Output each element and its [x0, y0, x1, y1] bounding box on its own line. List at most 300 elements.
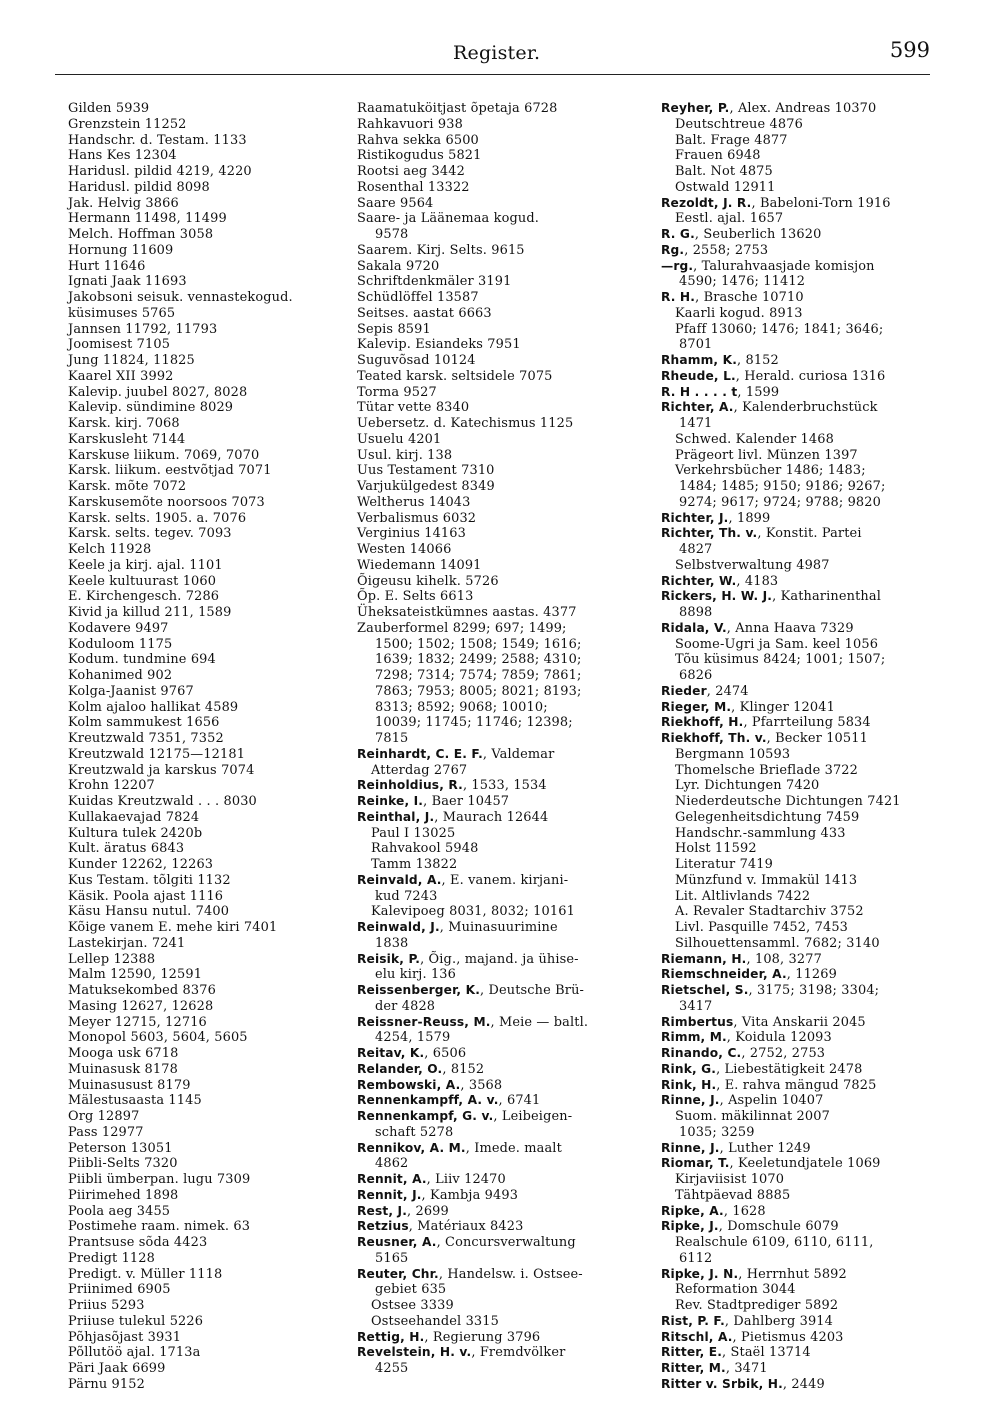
index-column-1: [68, 101, 340, 1393]
author-name: Rinando, C.: [661, 1046, 742, 1060]
index-entry: Richter, Th. v., Konstit. Partei: [661, 526, 862, 542]
index-entry: Kult. äratus 6843: [68, 841, 185, 857]
index-entry: Päri Jaak 6699: [68, 1361, 166, 1376]
index-entry: 1639; 1832; 2499; 2588; 4310;: [375, 652, 582, 668]
author-name: Rembowski, A.: [357, 1077, 461, 1092]
index-entry: 9274; 9617; 9724; 9788; 9820: [679, 494, 881, 510]
index-entry: Riekhoff, Th. v., Becker 10511: [661, 731, 868, 746]
index-entry: Reisik, P., Õig., majand. ja ühise-: [357, 951, 579, 967]
index-entry: Deutschtreue 4876: [675, 116, 803, 132]
index-entry: 3417: [679, 998, 713, 1014]
index-entry: Tähtpäevad 8885: [675, 1187, 791, 1203]
index-entry: Ostsee 3339: [371, 1298, 454, 1313]
index-entry: Karsk. liikum. eestvõtjad 7071: [68, 463, 272, 479]
index-entry: Üheksateistkümnes aastas. 4377: [357, 605, 577, 620]
index-entry: Rennit, A., Liiv 12470: [357, 1172, 506, 1187]
index-entry: Rinne, J., Aspelin 10407: [661, 1093, 824, 1109]
author-name: Rink, H.: [661, 1077, 717, 1092]
index-entry: Kuidas Kreutzwald . . . 8030: [68, 794, 257, 809]
index-entry: Uus Testament 7310: [357, 463, 495, 479]
author-name: Riomar, T.: [661, 1156, 730, 1171]
index-entry: Lyr. Dichtungen 7420: [675, 778, 820, 794]
index-entry: Rahvakool 5948: [371, 841, 479, 857]
author-name: Reinke, I.: [357, 794, 424, 808]
index-entry: Rennenkampf, G. v., Leibeigen-: [357, 1109, 573, 1124]
author-name: Rennit, J.: [357, 1187, 422, 1202]
index-entry: Priius 5293: [68, 1298, 145, 1313]
author-name: Riekhoff, H.: [661, 715, 744, 730]
index-entry: Revelstein, H. v., Fremdvölker: [357, 1345, 566, 1361]
index-entry: Põllutöö ajal. 1713a: [68, 1345, 201, 1361]
index-entry: Riemann, H., 108, 3277: [661, 951, 822, 967]
index-entry: Kelch 11928: [68, 542, 152, 557]
index-entry: Melch. Hoffman 3058: [68, 227, 214, 242]
author-name: —rg.: [661, 258, 694, 273]
index-entry: Karskusemõte noorsoos 7073: [68, 494, 265, 510]
index-entry: Richter, J., 1899: [661, 510, 771, 526]
index-entry: Rhamm, K., 8152: [661, 353, 779, 368]
index-entry: Saare- ja Läänemaa kogud.: [357, 211, 540, 227]
index-entry: gebiet 635: [375, 1282, 447, 1298]
index-entry: Peterson 13051: [68, 1140, 173, 1156]
index-entry: Saare 9564: [357, 195, 434, 211]
index-entry: Postimehe raam. nimek. 63: [68, 1219, 251, 1235]
index-entry: elu kirj. 136: [375, 967, 456, 983]
index-entry: 4590; 1476; 11412: [679, 274, 806, 290]
index-entry: Relander, O., 8152: [357, 1061, 485, 1077]
index-entry: 4827: [679, 542, 713, 557]
index-entry: Meyer 12715, 12716: [68, 1014, 207, 1030]
index-entry: 7863; 7953; 8005; 8021; 8193;: [375, 683, 582, 699]
index-entry: R. G., Seuberlich 13620: [661, 227, 822, 242]
index-entry: Rev. Stadtprediger 5892: [675, 1298, 839, 1313]
index-entry: Kalevip. sündimine 8029: [68, 400, 234, 416]
index-entry: R. H., Brasche 10710: [661, 290, 804, 305]
author-name: Rennenkampf, G. v.: [357, 1109, 494, 1123]
index-entry: Reusner, A., Concursverwaltung: [357, 1235, 576, 1250]
index-entry: Saarem. Kirj. Selts. 9615: [357, 242, 525, 258]
index-entry: Kreutzwald 12175—12181: [68, 746, 246, 762]
author-name: Rennikov, A. M.: [357, 1140, 466, 1155]
index-entry: Raamatuköitjast õpetaja 6728: [357, 101, 558, 116]
index-entry: Reinholdius, R., 1533, 1534: [357, 778, 547, 794]
index-entry: Balt. Not 4875: [675, 164, 773, 179]
index-entry: Weltherus 14043: [357, 494, 471, 510]
index-entry: Kodum. tundmine 694: [68, 652, 216, 668]
index-entry: Uebersetz. d. Katechismus 1125: [357, 416, 574, 431]
index-entry: Rennit, J., Kambja 9493: [357, 1187, 519, 1203]
index-entry: Lit. Altlivlands 7422: [675, 888, 811, 904]
index-entry: Karsk. selts. tegev. 7093: [68, 526, 232, 542]
index-entry: Kreutzwald ja karskus 7074: [68, 762, 255, 778]
index-entry: Selbstverwaltung 4987: [675, 557, 830, 573]
index-entry: 4862: [375, 1156, 409, 1172]
author-name: Riemschneider, A.: [661, 967, 787, 982]
index-entry: Keele ja kirj. ajal. 1101: [68, 557, 223, 573]
index-entry: Reuter, Chr., Handelsw. i. Ostsee-: [357, 1266, 583, 1282]
index-entry: Ripke, J., Domschule 6079: [661, 1219, 839, 1235]
index-entry: Gelegenheitsdichtung 7459: [675, 809, 860, 825]
index-entry: Atterdag 2767: [371, 762, 468, 778]
index-entry: der 4828: [375, 998, 436, 1014]
index-entry: Rahkavuori 938: [357, 116, 463, 132]
index-entry: Kultura tulek 2420b: [68, 825, 203, 841]
index-entry: 5165: [375, 1250, 409, 1266]
index-entry: Usuelu 4201: [357, 431, 442, 447]
index-entry: Schriftdenkmäler 3191: [357, 274, 512, 290]
index-entry: Verkehrsbücher 1486; 1483;: [675, 463, 866, 479]
index-entry: Karskusleht 7144: [68, 431, 186, 447]
index-entry: Haridusl. pildid 4219, 4220: [68, 164, 252, 179]
index-entry: Kodavere 9497: [68, 620, 169, 636]
index-entry: Õp. E. Selts 6613: [357, 589, 474, 605]
index-entry: Pass 12977: [68, 1124, 144, 1140]
author-name: Ritter, E.: [661, 1345, 723, 1360]
index-entry: Piibli ümberpan. lugu 7309: [68, 1172, 251, 1187]
index-entry: Usul. kirj. 138: [357, 447, 453, 463]
index-entry: Piibli-Selts 7320: [68, 1156, 178, 1172]
index-entry: Ritter, E., Staël 13714: [661, 1345, 811, 1361]
author-name: Riekhoff, Th. v.: [661, 731, 767, 745]
index-entry: Ritschl, A., Pietismus 4203: [661, 1329, 844, 1345]
index-entry: Rheude, L., Herald. curiosa 1316: [661, 368, 886, 384]
index-entry: Joomisest 7105: [68, 337, 171, 353]
index-entry: Piirimehed 1898: [68, 1187, 179, 1203]
index-entry: Kaarel XII 3992: [68, 368, 174, 384]
index-entry: Tütar vette 8340: [357, 400, 470, 416]
index-entry: Koduloom 1175: [68, 636, 173, 652]
author-name: Reinthal, J.: [357, 809, 435, 824]
author-name: Rheude, L.: [661, 368, 736, 383]
author-name: Retzius: [357, 1219, 409, 1234]
index-entry: kud 7243: [375, 888, 438, 904]
index-entry: Thomelsche Brieflade 3722: [675, 762, 858, 778]
index-column-2: [357, 101, 642, 1377]
index-entry: 9578: [375, 227, 409, 242]
index-entry: Ristikogudus 5821: [357, 148, 482, 164]
index-entry: Käsik. Poola ajast 1116: [68, 888, 224, 904]
index-entry: Jannsen 11792, 11793: [68, 321, 218, 337]
index-entry: 8313; 8592; 9068; 10010;: [375, 699, 548, 715]
index-entry: Matuksekombed 8376: [68, 983, 216, 998]
index-entry: 1500; 1502; 1508; 1549; 1616;: [375, 636, 582, 652]
index-entry: Rimbertus, Vita Anskarii 2045: [661, 1014, 866, 1030]
index-entry: Grenzstein 11252: [68, 116, 187, 132]
author-name: Rinne, J.: [661, 1140, 720, 1155]
author-name: Rhamm, K.: [661, 353, 737, 367]
author-name: Richter, Th. v.: [661, 526, 758, 541]
author-name: Reisik, P.: [357, 951, 421, 966]
index-entry: Reinvald, A., E. vanem. kirjani-: [357, 872, 569, 888]
author-name: Reissenberger, K.: [357, 983, 480, 997]
index-entry: 1838: [375, 935, 409, 951]
index-entry: Riomar, T., Keeletundjatele 1069: [661, 1156, 881, 1172]
author-name: Ritter, M.: [661, 1361, 726, 1375]
header-title: Register.: [453, 42, 541, 64]
index-entry: Rinne, J., Luther 1249: [661, 1140, 811, 1156]
index-entry: Rink, H., E. rahva mängud 7825: [661, 1077, 877, 1093]
index-entry: 7815: [375, 731, 409, 746]
index-entry: Niederdeutsche Dichtungen 7421: [675, 794, 901, 809]
index-entry: Bergmann 10593: [675, 746, 791, 762]
author-name: Reinholdius, R.: [357, 778, 463, 793]
index-entry: Handschr. d. Testam. 1133: [68, 132, 247, 148]
index-entry: Tõu küsimus 8424; 1001; 1507;: [675, 652, 886, 668]
index-entry: Literatur 7419: [675, 857, 773, 872]
author-name: Richter, J.: [661, 510, 729, 525]
index-entry: Reitav, K., 6506: [357, 1046, 467, 1061]
index-entry: Rosenthal 13322: [357, 179, 470, 195]
index-entry: Karskuse liikum. 7069, 7070: [68, 447, 260, 463]
author-name: Rickers, H. W. J.: [661, 589, 773, 604]
index-entry: Kalevip. Esiandeks 7951: [357, 337, 521, 353]
index-entry: Riekhoff, H., Pfarrteilung 5834: [661, 715, 871, 731]
index-entry: 6826: [679, 668, 713, 683]
index-entry: Livl. Pasquille 7452, 7453: [675, 920, 849, 935]
index-entry: Rahva sekka 6500: [357, 132, 479, 148]
index-column-3: [661, 101, 936, 1393]
page-number: 599: [889, 38, 930, 62]
index-entry: Suom. mäkilinnat 2007: [675, 1109, 830, 1124]
index-entry: Põhjasõjast 3931: [68, 1329, 182, 1345]
author-name: R. G.: [661, 227, 695, 241]
index-entry: 7298; 7314; 7574; 7859; 7861;: [375, 668, 582, 683]
author-name: Riemann, H.: [661, 951, 747, 966]
author-name: Rieger, M.: [661, 699, 732, 714]
author-name: Ripke, J. N.: [661, 1266, 739, 1281]
index-entry: 6112: [679, 1250, 713, 1266]
index-entry: Ostwald 12911: [675, 179, 776, 195]
index-entry: Muinasusk 8178: [68, 1061, 178, 1077]
index-entry: Rickers, H. W. J., Katharinenthal: [661, 589, 881, 605]
author-name: Richter, A.: [661, 400, 734, 415]
index-entry: Gilden 5939: [68, 101, 150, 116]
index-entry: Kullakaevajad 7824: [68, 809, 200, 825]
index-entry: Richter, A., Kalenderbruchstück: [661, 400, 878, 416]
index-entry: Soome-Ugri ja Sam. keel 1056: [675, 636, 879, 652]
index-entry: Masing 12627, 12628: [68, 998, 214, 1014]
index-entry: Varjukülgedest 8349: [357, 479, 495, 494]
index-entry: Rootsi aeg 3442: [357, 164, 465, 179]
index-entry: Ostseehandel 3315: [371, 1313, 499, 1329]
index-entry: 8898: [679, 605, 713, 620]
index-entry: Reinwald, J., Muinasuurimine: [357, 920, 558, 935]
index-entry: Jakobsoni seisuk. vennastekogud.: [68, 290, 293, 305]
index-entry: Rettig, H., Regierung 3796: [357, 1329, 541, 1345]
index-entry: Richter, W., 4183: [661, 573, 779, 589]
index-entry: Holst 11592: [675, 841, 757, 857]
index-entry: Predigt. v. Müller 1118: [68, 1266, 223, 1282]
index-entry: E. Kirchengesch. 7286: [68, 589, 220, 605]
index-entry: Kolm sammukest 1656: [68, 715, 220, 731]
author-name: R. H.: [661, 290, 696, 304]
author-name: Rg.: [661, 242, 685, 257]
index-entry: Ritter v. Srbik, H., 2449: [661, 1376, 825, 1392]
index-entry: Rezoldt, J. R., Babeloni-Torn 1916: [661, 195, 891, 211]
index-entry: Frauen 6948: [675, 148, 761, 164]
index-entry: A. Revaler Stadtarchiv 3752: [675, 904, 864, 920]
index-entry: Reinke, I., Baer 10457: [357, 794, 510, 809]
index-entry: schaft 5278: [375, 1124, 454, 1140]
index-entry: Käsu Hansu nutul. 7400: [68, 904, 230, 920]
index-entry: —rg., Talurahvaasjade komisjon: [661, 258, 875, 274]
index-entry: Kalevip. juubel 8027, 8028: [68, 384, 248, 400]
index-entry: Münzfund v. Immakül 1413: [675, 872, 858, 888]
index-entry: Rist, P. F., Dahlberg 3914: [661, 1313, 833, 1329]
index-entry: Reinthal, J., Maurach 12644: [357, 809, 549, 825]
page-header: [55, 38, 930, 75]
index-entry: küsimuses 5765: [68, 305, 176, 321]
index-entry: Karsk. selts. 1905. a. 7076: [68, 510, 247, 526]
index-entry: Eestl. ajal. 1657: [675, 211, 784, 227]
index-entry: 4255: [375, 1361, 409, 1376]
index-entry: Handschr.-sammlung 433: [675, 825, 846, 841]
index-entry: Rinando, C., 2752, 2753: [661, 1046, 826, 1061]
index-entry: Westen 14066: [357, 542, 452, 557]
index-entry: Monopol 5603, 5604, 5605: [68, 1030, 248, 1046]
index-entry: Org 12897: [68, 1109, 140, 1124]
index-entry: Suguvõsad 10124: [357, 353, 476, 368]
author-name: Rimm, M.: [661, 1030, 727, 1045]
index-entry: Kus Testam. tõlgiti 1132: [68, 872, 231, 888]
author-name: Rinne, J.: [661, 1093, 720, 1108]
index-entry: Krohn 12207: [68, 778, 155, 794]
author-name: Ripke, A.: [661, 1203, 724, 1218]
index-entry: Kolm ajaloo hallikat 4589: [68, 699, 239, 715]
index-entry: Mälestusaasta 1145: [68, 1093, 202, 1109]
index-entry: Malm 12590, 12591: [68, 967, 203, 983]
index-entry: Prägeort livl. Münzen 1397: [675, 447, 858, 463]
author-name: Ritschl, A.: [661, 1329, 733, 1344]
index-entry: Kunder 12262, 12263: [68, 857, 214, 872]
index-entry: Lellep 12388: [68, 951, 156, 967]
author-name: Rimbertus: [661, 1014, 734, 1029]
author-name: Reusner, A.: [357, 1235, 437, 1249]
index-entry: Reformation 3044: [675, 1282, 796, 1298]
index-entry: Kolga-Jaanist 9767: [68, 683, 194, 699]
index-entry: Kalevipoeg 8031, 8032; 10161: [371, 904, 575, 920]
index-entry: Schwed. Kalender 1468: [675, 431, 834, 447]
author-name: Reyher, P.: [661, 101, 730, 115]
index-entry: Rg., 2558; 2753: [661, 242, 769, 258]
index-entry: Rennenkampff, A. v., 6741: [357, 1093, 541, 1109]
author-name: Rist, P. F.: [661, 1313, 725, 1328]
index-entry: Kõige vanem E. mehe kiri 7401: [68, 920, 278, 935]
index-entry: Schüdlöffel 13587: [357, 290, 479, 305]
index-entry: Lastekirjan. 7241: [68, 935, 186, 951]
index-entry: Tamm 13822: [371, 857, 458, 872]
index-entry: Ripke, J. N., Herrnhut 5892: [661, 1266, 847, 1282]
author-name: Richter, W.: [661, 573, 737, 588]
index-entry: Õigeusu kihelk. 5726: [357, 573, 499, 589]
index-entry: Reinhardt, C. E. F., Valdemar: [357, 746, 555, 762]
author-name: Ritter v. Srbik, H.: [661, 1376, 783, 1391]
index-entry: Muinasusust 8179: [68, 1077, 191, 1093]
author-name: Reinvald, A.: [357, 872, 442, 887]
author-name: Rink, G.: [661, 1061, 717, 1076]
index-entry: Sakala 9720: [357, 258, 440, 274]
author-name: Ridala, V.: [661, 620, 727, 635]
index-entry: 1484; 1485; 9150; 9186; 9267;: [679, 479, 886, 494]
index-entry: Kirjaviisist 1070: [675, 1172, 785, 1187]
author-name: Rennenkampff, A. v.: [357, 1093, 499, 1108]
index-entry: Rembowski, A., 3568: [357, 1077, 503, 1093]
index-entry: Hurt 11646: [68, 258, 146, 274]
index-entry: R. H . . . . t, 1599: [661, 384, 780, 400]
index-entry: 1035; 3259: [679, 1124, 755, 1140]
index-entry: Rennikov, A. M., Imede. maalt: [357, 1140, 562, 1156]
author-name: Reissner-Reuss, M.: [357, 1014, 491, 1029]
author-name: Rezoldt, J. R.: [661, 195, 752, 210]
index-entry: 8701: [679, 337, 713, 353]
index-entry: Riemschneider, A., 11269: [661, 967, 837, 983]
index-entry: Balt. Frage 4877: [675, 132, 788, 148]
index-entry: Keele kultuurast 1060: [68, 573, 217, 589]
index-entry: Jak. Helvig 3866: [68, 195, 179, 211]
index-entry: Kivid ja killud 211, 1589: [68, 605, 232, 620]
index-entry: Hermann 11498, 11499: [68, 211, 227, 227]
author-name: Rettig, H.: [357, 1329, 425, 1344]
author-name: Reinhardt, C. E. F.: [357, 746, 483, 761]
index-entry: Pfaff 13060; 1476; 1841; 3646;: [675, 321, 884, 337]
index-entry: 1471: [679, 416, 713, 431]
index-entry: 10039; 11745; 11746; 12398;: [375, 715, 573, 731]
index-entry: Hans Kes 12304: [68, 148, 177, 164]
author-name: Revelstein, H. v.: [357, 1345, 472, 1360]
index-entry: Reyher, P., Alex. Andreas 10370: [661, 101, 877, 116]
index-entry: Pärnu 9152: [68, 1376, 145, 1392]
author-name: Reuter, Chr.: [357, 1266, 439, 1281]
index-entry: Rieger, M., Klinger 12041: [661, 699, 835, 715]
index-entry: Seitses. aastat 6663: [357, 305, 492, 321]
index-entry: Jung 11824, 11825: [68, 353, 195, 368]
author-name: R. H . . . . t: [661, 384, 738, 399]
author-name: Rietschel, S.: [661, 983, 749, 997]
index-entry: Rink, G., Liebestätigkeit 2478: [661, 1061, 863, 1077]
index-entry: Ignati Jaak 11693: [68, 274, 187, 290]
index-entry: Ritter, M., 3471: [661, 1361, 768, 1376]
index-entry: Rimm, M., Koidula 12093: [661, 1030, 832, 1046]
author-name: Rennit, A.: [357, 1172, 427, 1186]
index-entry: Realschule 6109, 6110, 6111,: [675, 1235, 874, 1250]
author-name: Ripke, J.: [661, 1219, 719, 1234]
index-entry: Rieder, 2474: [661, 683, 749, 699]
index-entry: Predigt 1128: [68, 1250, 155, 1266]
index-entry: Karsk. kirj. 7068: [68, 416, 180, 431]
index-entry: Rietschel, S., 3175; 3198; 3304;: [661, 983, 880, 998]
author-name: Rieder: [661, 683, 707, 698]
index-entry: Reissner-Reuss, M., Meie — baltl.: [357, 1014, 589, 1030]
author-name: Rest, J.: [357, 1203, 407, 1218]
index-entry: Haridusl. pildid 8098: [68, 179, 210, 195]
index-entry: Teated karsk. seltsidele 7075: [357, 368, 553, 384]
index-entry: Mooga usk 6718: [68, 1046, 179, 1061]
index-entry: Karsk. mõte 7072: [68, 479, 187, 494]
index-entry: Wiedemann 14091: [357, 557, 482, 573]
author-name: Relander, O.: [357, 1061, 443, 1076]
index-entry: Kreutzwald 7351, 7352: [68, 731, 224, 746]
index-entry: Kohanimed 902: [68, 668, 173, 683]
index-entry: Reissenberger, K., Deutsche Brü-: [357, 983, 585, 998]
index-entry: Torma 9527: [357, 384, 437, 400]
index-entry: Retzius, Matériaux 8423: [357, 1219, 524, 1235]
index-entry: 4254, 1579: [375, 1030, 451, 1046]
index-entry: Ridala, V., Anna Haava 7329: [661, 620, 854, 636]
index-entry: Kaarli kogud. 8913: [675, 305, 803, 321]
index-entry: Poola aeg 3455: [68, 1203, 171, 1219]
index-entry: Paul I 13025: [371, 825, 456, 841]
author-name: Reitav, K.: [357, 1046, 425, 1060]
